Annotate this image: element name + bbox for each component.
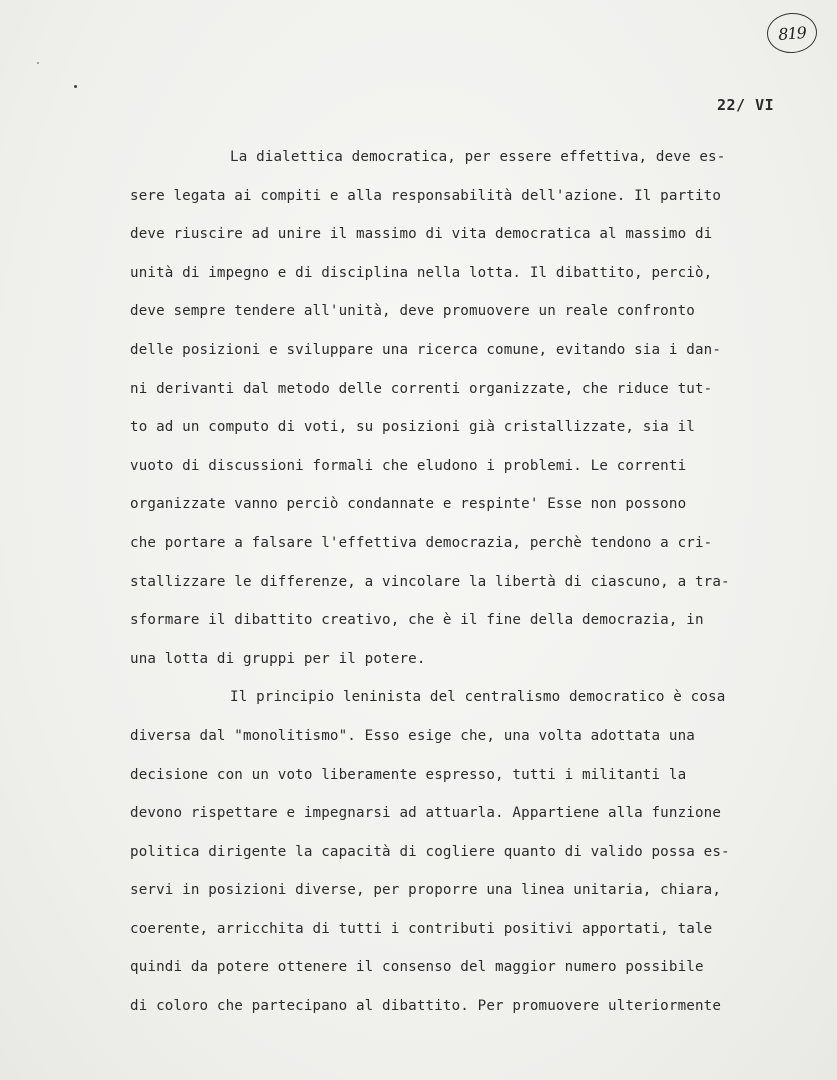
text-line: to ad un computo di voti, su posizioni già cristallizzate, sia il — [130, 419, 695, 436]
body-text — [130, 138, 810, 1026]
text-line: servi in posizioni diverse, per proporre una linea unitaria, chiara, — [130, 882, 722, 899]
text-line: sere legata ai compiti e alla responsabilità dell'azione. Il partito — [130, 187, 722, 204]
text-line: politica dirigente la capacità di cogliere quanto di valido possa es- — [130, 843, 730, 860]
text-line: vuoto di discussioni formali che eludono i problemi. Le correnti — [130, 457, 687, 474]
text-line: devono rispettare e impegnarsi ad attuarla. Appartiene alla funzione — [130, 805, 722, 822]
text-line: sformare il dibattito creativo, che è il fine della democrazia, in — [130, 612, 704, 629]
archive-stamp: 819 — [766, 11, 819, 54]
scan-speck — [74, 85, 77, 88]
text-line: Il principio leninista del centralismo democratico è cosa — [230, 689, 726, 706]
text-line: ni derivanti dal metodo delle correnti organizzate, che riduce tut- — [130, 380, 713, 397]
scan-speck — [37, 62, 39, 64]
text-line: deve sempre tendere all'unità, deve promuovere un reale confronto — [130, 303, 695, 320]
text-line: deve riuscire ad unire il massimo di vita democratica al massimo di — [130, 226, 713, 243]
text-line: stallizzare le differenze, a vincolare la libertà di ciascuno, a tra- — [130, 573, 730, 590]
text-line: una lotta di gruppi per il potere. — [130, 650, 426, 667]
text-line: unità di impegno e di disciplina nella lotta. Il dibattito, perciò, — [130, 264, 713, 281]
text-line: di coloro che partecipano al dibattito. Per promuovere ulteriormente — [130, 998, 722, 1015]
text-line: diversa dal "monolitismo". Esso esige che, una volta adottata una — [130, 727, 695, 744]
page-number: 22/ VI — [717, 96, 775, 114]
text-line: quindi da potere ottenere il consenso del maggior numero possibile — [130, 959, 704, 976]
text-line: delle posizioni e sviluppare una ricerca comune, evitando sia i dan- — [130, 341, 722, 358]
text-line: organizzate vanno perciò condannate e respinte' Esse non possono — [130, 496, 687, 513]
text-line: decisione con un voto liberamente espresso, tutti i militanti la — [130, 766, 687, 783]
text-line: che portare a falsare l'effettiva democrazia, perchè tendono a cri- — [130, 534, 713, 551]
text-line: La dialettica democratica, per essere effettiva, deve es- — [230, 149, 726, 165]
text-line: coerente, arricchita di tutti i contributi positivi apportati, tale — [130, 920, 713, 937]
